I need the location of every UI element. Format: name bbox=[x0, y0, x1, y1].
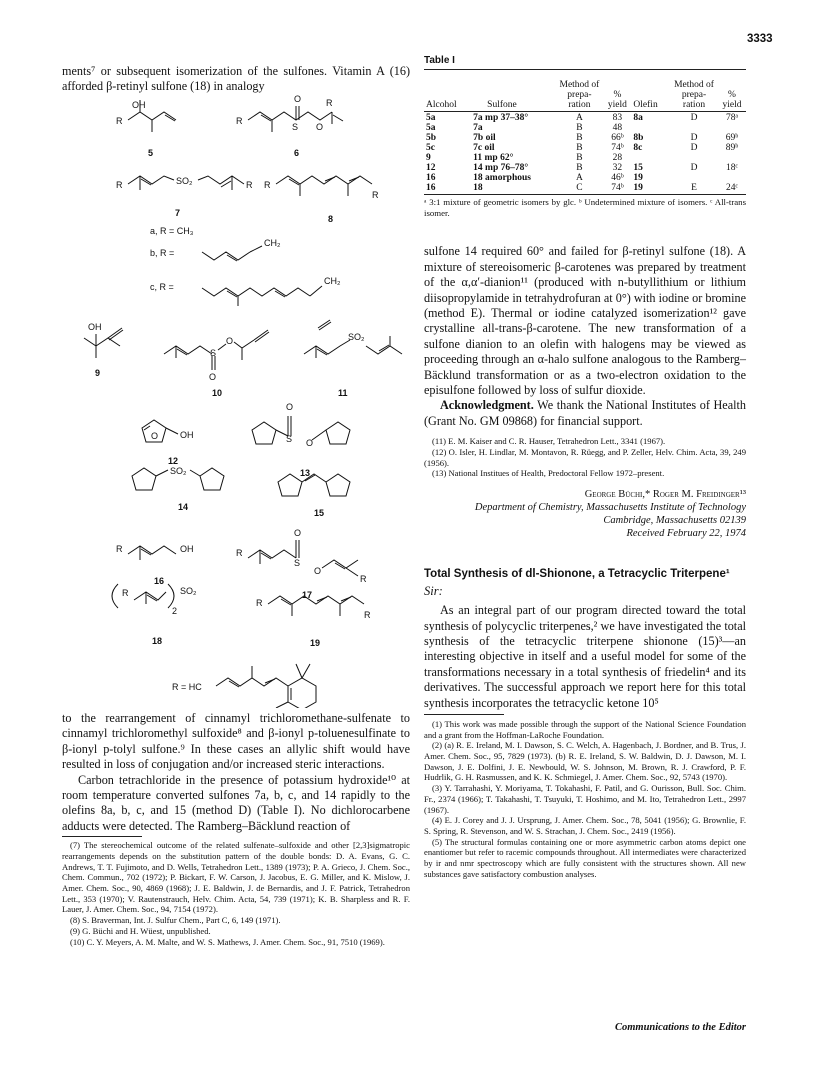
r-def-a: a, R = CH₃ bbox=[150, 226, 194, 236]
table-title: Table I bbox=[424, 55, 455, 66]
table-cell: 14 mp 76–78° bbox=[473, 163, 529, 173]
label-7: 7 bbox=[175, 208, 181, 218]
label-14: 14 bbox=[178, 502, 189, 512]
atom-oh-12: OH bbox=[180, 430, 194, 440]
table-cell bbox=[718, 123, 746, 133]
table-cell: B bbox=[576, 143, 583, 153]
department: Department of Chemistry, Massachusetts Institute of Technology bbox=[474, 502, 746, 514]
table-cell: 8a bbox=[633, 113, 643, 123]
table-cell: 16 bbox=[426, 173, 436, 183]
left-footnotes bbox=[62, 840, 410, 947]
table-cell: 5b bbox=[426, 133, 437, 143]
th-olefin: Olefin bbox=[633, 100, 658, 110]
page-footer: Communications to the Editor bbox=[615, 1022, 746, 1033]
table-cell bbox=[670, 153, 718, 163]
footnote-9: (9) G. Büchi and H. Wüest, unpublished. bbox=[70, 925, 211, 936]
atom-r-6: R bbox=[236, 116, 243, 126]
atom-s-10: S bbox=[210, 348, 217, 358]
table-cell bbox=[718, 173, 746, 183]
article-2-title: Total Synthesis of dl-Shionone, a Tetracyclic Triterpene¹ bbox=[424, 568, 730, 581]
atom-r2-8: R bbox=[372, 190, 379, 200]
table-cell: E bbox=[691, 183, 697, 193]
label-11: 11 bbox=[338, 388, 348, 398]
table-cell: 28 bbox=[612, 153, 623, 163]
table-cell: A bbox=[575, 173, 583, 183]
table-cell: 69ᵇ bbox=[725, 133, 739, 143]
label-5: 5 bbox=[148, 148, 154, 158]
footnote-10: (10) C. Y. Meyers, A. M. Malte, and W. S. Mathews, J. Amer. Chem. Soc., 91, 7510 (1969). bbox=[70, 936, 385, 947]
subscript-18: 2 bbox=[172, 606, 178, 616]
city: Cambridge, Massachusetts 02139 bbox=[603, 515, 746, 527]
atom-oh-16: OH bbox=[180, 544, 194, 554]
acknowledgment bbox=[424, 398, 746, 429]
ch2-b: CH₂ bbox=[264, 238, 281, 248]
article-2-salutation: Sir: bbox=[424, 584, 443, 599]
left-body-paragraph-2: Carbon tetrachloride in the presence of potassium hydroxide¹⁰ at room temperature converted sulfones 7a, b, c, and 14 rapidly to the olefins 8a, b, c, and 15 (method D) (Table I). No dichlorocarbene adducts were detected. The Ramberg–Bäcklund reaction of bbox=[62, 772, 410, 833]
label-19: 19 bbox=[310, 638, 321, 648]
label-15: 15 bbox=[314, 508, 325, 518]
table-cell: 32 bbox=[612, 163, 623, 173]
table-cell: 8b bbox=[633, 133, 644, 143]
table-bottom-rule bbox=[424, 194, 746, 195]
table-cell: 5a bbox=[426, 113, 436, 123]
table-notes: ᵃ 3:1 mixture of geometric isomers by glc. ᵇ Undetermined mixture of isomers. ᶜ All-trans isomer. bbox=[424, 197, 746, 218]
ch2-c: CH₂ bbox=[324, 276, 341, 286]
table-cell: 18ᶜ bbox=[726, 163, 738, 173]
acknowledgment-heading: Acknowledgment. bbox=[440, 398, 534, 413]
table-row bbox=[424, 113, 746, 123]
table-cell: D bbox=[690, 133, 698, 143]
table-cell: 18 bbox=[473, 183, 483, 193]
table-cell bbox=[631, 123, 670, 133]
page-number: 3333 bbox=[747, 33, 773, 45]
article-2-body: As an integral part of our program directed toward the total synthesis of polycyclic triterpenes,² we have investigated the total synthesis of the tetracyclic triterpene shionone (15)³—an interesting objective in itself and a useful model for some of the transformations necessary in a total synthesis of friedelin⁴ and its derivatives. The successful approach we report here for this total synthesis incorporates the tetracyclic ketone 10⁵ bbox=[424, 603, 746, 710]
table-cell bbox=[670, 173, 718, 183]
table-cell: 7a bbox=[473, 123, 483, 133]
table-cell: C bbox=[576, 183, 583, 193]
atom-r-7: R bbox=[116, 180, 123, 190]
author-block bbox=[424, 488, 746, 540]
right-body-paragraph: sulfone 14 required 60° and failed for β-retinyl sulfone (18). A mixture of stereoisomeric β-carotenes was prepared by treatment of the α,α′-dianion¹¹ (produced with n-butyllithium or lithium diisopropylamide in tetrahydrofuran at 0°) with iodine or bromine (method E). Thermal or iodine catalyzed isomerization¹² gave crystalline all-trans-β-carotene. The new transformation of a sulfone dianion to an olefin with halogens may be viewed as proceeding through an α-halo sulfone analogous to the Ramberg–Bäcklund transformation or as a two-electron oxidation to the episulfone followed by loss of sulfur dioxide. bbox=[424, 244, 746, 398]
table-cell: B bbox=[576, 163, 583, 173]
atom-o-17: O bbox=[294, 528, 302, 538]
table-cell: 19 bbox=[633, 173, 643, 183]
table-row bbox=[424, 173, 746, 183]
th-yield-2: % yield bbox=[722, 90, 742, 110]
th-yield-1: % yield bbox=[607, 90, 627, 110]
atom-o-6: O bbox=[294, 94, 302, 104]
authors: George Büchi,* Roger M. Freidinger¹³ bbox=[584, 489, 746, 501]
atom-o2-13: O bbox=[306, 438, 314, 448]
atom-o-13: O bbox=[286, 402, 294, 412]
table-cell: 78ᵃ bbox=[725, 113, 739, 123]
table-i bbox=[424, 70, 746, 193]
right-body-block bbox=[424, 244, 746, 540]
atom-o2-10: O bbox=[226, 336, 234, 346]
table-cell: 12 bbox=[426, 163, 436, 173]
atom-so2-14: SO₂ bbox=[170, 466, 187, 476]
table-cell: 15 bbox=[633, 163, 643, 173]
table-cell: 66ᵇ bbox=[611, 133, 624, 143]
article-2 bbox=[424, 568, 746, 879]
table-cell bbox=[718, 153, 746, 163]
atom-so2-18: SO₂ bbox=[180, 586, 197, 596]
label-13: 13 bbox=[300, 468, 311, 478]
table-cell: 5c bbox=[426, 143, 435, 153]
atom-r-16: R bbox=[116, 544, 123, 554]
r-def-final: R = HC bbox=[172, 682, 202, 692]
atom-r-5: R bbox=[116, 116, 123, 126]
table-cell: 9 bbox=[426, 153, 431, 163]
chemical-structures bbox=[62, 84, 410, 708]
table-row bbox=[424, 183, 746, 193]
atom-oh-9: OH bbox=[88, 322, 102, 332]
table-cell: 11 mp 62° bbox=[473, 153, 514, 163]
left-body-paragraph-1: to the rearrangement of cinnamyl trichloromethane-sulfenate to cinnamyl trichloromethyl sulfoxide⁸ and β-ionyl p-toluenesulfinate to β-ionyl p-tolyl sulfone.⁹ In these cases an allylic shift would have resulted in loss of conjugation and/or increased steric interactions. bbox=[62, 711, 410, 772]
article-2-footnotes bbox=[424, 719, 746, 880]
atom-r2-19: R bbox=[364, 610, 371, 620]
a2-footnote-5: (5) The structural formulas containing one or more asymmetric carbon atoms depict one enantiomer but refer to racemic compounds throughout. All intermediates were characterized by ir and nmr spectroscopy which are fully consistent with the structures shown. All new substances gave satisfactory combustion analyses. bbox=[424, 836, 746, 879]
table-cell: 5a bbox=[426, 123, 436, 133]
table-body bbox=[424, 113, 746, 193]
atom-s-17: S bbox=[294, 558, 301, 568]
acknowledgment-text: We thank the National Institutes of Health (Grant No. GM 09868) for financial support. bbox=[424, 398, 746, 428]
atom-r2-6: R bbox=[326, 98, 333, 108]
atom-r2-17: R bbox=[360, 574, 367, 584]
left-body-block bbox=[62, 711, 410, 947]
atom-r-8: R bbox=[264, 180, 271, 190]
footnote-11: (11) E. M. Kaiser and C. R. Hauser, Tetrahedron Lett., 3341 (1967). bbox=[432, 436, 666, 447]
atom-o2-17: O bbox=[314, 566, 322, 576]
label-16: 16 bbox=[154, 576, 165, 586]
th-alcohol: Alcohol bbox=[426, 100, 457, 110]
a2-footnote-3: (3) Y. Tarrahashi, Y. Moriyama, T. Tokahashi, F. Patil, and G. Ourisson, Bull. Soc. Chim. Fr., 2374 (1966); T. Takahashi, T. Tsuyuki, T. Hoshimo, and M. Ito, Tetrahedron Lett., 2997 (1967). bbox=[424, 783, 746, 815]
table-cell: 19 bbox=[633, 183, 643, 193]
table-row bbox=[424, 123, 746, 133]
table-cell: 8c bbox=[633, 143, 643, 153]
atom-r2-7: R bbox=[246, 180, 253, 190]
table-row bbox=[424, 133, 746, 143]
atom-r-19: R bbox=[256, 598, 263, 608]
atom-r-18: R bbox=[122, 588, 129, 598]
table-cell: 74ᵇ bbox=[611, 183, 624, 193]
atom-o-10: O bbox=[209, 372, 217, 382]
table-cell: 48 bbox=[612, 123, 623, 133]
table-cell bbox=[670, 123, 718, 133]
atom-oh-5: OH bbox=[132, 100, 146, 110]
atom-o2-6: O bbox=[316, 122, 324, 132]
table-row bbox=[424, 153, 746, 163]
atom-s-6: S bbox=[292, 122, 299, 132]
footnote-13: (13) National Institues of Health, Predoctoral Fellow 1972–present. bbox=[432, 468, 665, 479]
table-cell: 7b oil bbox=[473, 133, 496, 143]
footnote-7: (7) The stereochemical outcome of the related sulfenate–sulfoxide and other [2,3]sigmatropic rearrangements depends on the substitution pattern of the double bonds: D. A. Evans, G. C. Andrews, T. T. Fujimoto, and D. Wells, Tetrahedron Lett., 1389 (1973); P. A. Grieco, J. Chem. Soc., Chem. Commun., 702 (1972); P. Bickart, F. W. Carson, J. Jacobus, E. G. Miller, and K. Mislow, J. Amer. Chem. Soc., 90, 4869 (1968); J. E. Baldwin, J. de Bernardis, and J. F. Patrick, Tetrahedron Lett., 353 (1970); V. Rautenstrauch, Helv. Chim. Acta, 54, 739 (1971); K. B. Sharpless and R. F. Lauer, J. Amer. Chem. Soc., 94, 7154 (1972). bbox=[62, 840, 410, 915]
atom-r-17: R bbox=[236, 548, 243, 558]
label-8: 8 bbox=[328, 214, 334, 224]
footnote-8: (8) S. Braverman, Int. J. Sulfur Chem., Part C, 6, 149 (1971). bbox=[70, 915, 281, 926]
label-18: 18 bbox=[152, 636, 163, 646]
th-method-1: Method of prepa-ration bbox=[559, 80, 600, 110]
table-cell: A bbox=[575, 113, 583, 123]
footnote-12: (12) O. Isler, H. Lindlar, M. Montavon, R. Rüegg, and P. Zeller, Helv. Chim. Acta, 39, 249 (1956). bbox=[424, 446, 746, 468]
th-sulfone: Sulfone bbox=[487, 100, 517, 110]
atom-so2-11: SO₂ bbox=[348, 332, 365, 342]
a2-footnote-1: (1) This work was made possible through the support of the National Science Foundation and a grant from the Hoffman-LaRoche Foundation. bbox=[424, 718, 746, 740]
label-12: 12 bbox=[168, 456, 179, 466]
table-cell: B bbox=[576, 153, 583, 163]
table-cell: 24ᶜ bbox=[726, 183, 738, 193]
a2-footnote-4: (4) E. J. Corey and J. J. Ursprung, J. Amer. Chem. Soc., 78, 5041 (1956); G. Brownlie, F. S. Spring, R. Stevenson, and W. S. Strachan, J. Chem. Soc., 2419 (1956). bbox=[424, 815, 746, 836]
table-cell: 46ᵇ bbox=[611, 173, 624, 183]
atom-s-13: S bbox=[286, 434, 293, 444]
received-date: Received February 22, 1974 bbox=[626, 528, 746, 540]
th-method-2: Method of prepa-ration bbox=[674, 80, 714, 110]
atom-so2-7: SO₂ bbox=[176, 176, 193, 186]
right-column bbox=[424, 55, 746, 879]
table-cell: 83 bbox=[612, 113, 623, 123]
table-cell: 7c oil bbox=[473, 143, 495, 153]
table-cell: D bbox=[690, 143, 698, 153]
table-cell: 89ᵇ bbox=[725, 143, 739, 153]
label-17: 17 bbox=[302, 590, 313, 600]
table-cell: B bbox=[576, 133, 583, 143]
table-cell: 7a mp 37–38° bbox=[473, 113, 529, 123]
footnote-rule-left bbox=[62, 836, 142, 837]
table-cell: 16 bbox=[426, 183, 436, 193]
a2-footnote-2: (2) (a) R. E. Ireland, M. I. Dawson, S. C. Welch, A. Hagenbach, J. Bordner, and B. Trus, J. Amer. Chem. Soc., 95, 7829 (1973). (b) R. E. Ireland, S. W. Baldwin, D. J. Dawson, M. I. Dawson, J. E. Dolfini, J. E. Newbould, W. S. Johnson, M. Brown, R. J. Crawford, P. F. Hudrlik, G. H. Rasmussen, and K. K. Schmiegel, J. Amer. Chem. Soc., 92, 5743 (1970). bbox=[424, 740, 746, 783]
label-10: 10 bbox=[212, 388, 223, 398]
atom-o-12: O bbox=[151, 431, 159, 441]
footnote-rule-right bbox=[424, 714, 504, 715]
table-row bbox=[424, 163, 746, 173]
table-cell: B bbox=[576, 123, 583, 133]
label-9: 9 bbox=[95, 368, 101, 378]
right-footnotes bbox=[424, 436, 746, 479]
r-def-c: c, R = bbox=[150, 282, 174, 292]
r-def-b: b, R = bbox=[150, 248, 175, 258]
table-cell: 18 amorphous bbox=[473, 173, 531, 183]
table-row bbox=[424, 143, 746, 153]
table-cell: D bbox=[690, 163, 698, 173]
left-intro-paragraph: ments⁷ or subsequent isomerization of the sulfones. Vitamin A (16) afforded β-retinyl sulfone (18) in analogy bbox=[62, 64, 410, 94]
table-cell: 74ᵇ bbox=[611, 143, 624, 153]
label-6: 6 bbox=[294, 148, 300, 158]
table-cell bbox=[631, 153, 670, 163]
table-cell: D bbox=[690, 113, 698, 123]
